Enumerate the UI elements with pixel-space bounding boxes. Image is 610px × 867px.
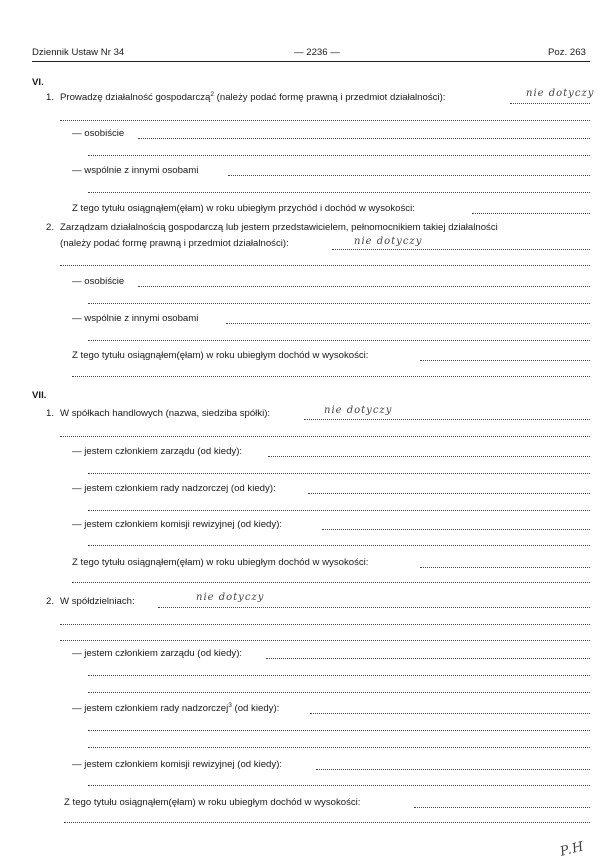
- vi-2-jointly-line[interactable]: [226, 323, 590, 324]
- vii-2-answer-line[interactable]: [158, 607, 590, 608]
- vii-2-board: — jestem członkiem zarządu (od kiedy):: [72, 648, 243, 659]
- vi-2-text-line2: (należy podać formę prawną i przedmiot działalności):: [60, 238, 289, 249]
- vi-2-personally: — osobiście: [72, 276, 125, 287]
- vii-2-answer-line-3[interactable]: [60, 640, 590, 641]
- vii-2-income-line-2[interactable]: [64, 822, 590, 823]
- vi-1-personally: — osobiście: [72, 128, 125, 139]
- vi-2-personally-line[interactable]: [138, 286, 590, 287]
- vii-2-handwritten: nie dotyczy: [196, 592, 265, 603]
- vi-1-answer-line-2[interactable]: [60, 120, 590, 121]
- vii-1-income-line[interactable]: [420, 567, 590, 568]
- vi-2-income-line-2[interactable]: [72, 376, 590, 377]
- vii-2-board-line[interactable]: [266, 658, 590, 659]
- vii-1-answer-line[interactable]: [304, 419, 590, 420]
- vi-2-answer-line-2[interactable]: [60, 265, 590, 266]
- handwritten-initials: P.H: [558, 839, 587, 860]
- vi-2-personally-line-2[interactable]: [88, 303, 590, 304]
- page-number: — 2236 —: [294, 47, 340, 58]
- vi-2-income: Z tego tytułu osiągnąłem(ęłam) w roku ubiegłym dochód w wysokości:: [72, 350, 369, 361]
- vii-2-board-line-2[interactable]: [88, 675, 590, 676]
- vii-1-board-line[interactable]: [268, 456, 590, 457]
- vii-2-supervisory: — jestem członkiem rady nadzorczej$^3$ (od kiedy):: [72, 701, 280, 714]
- vii-1-audit-line[interactable]: [322, 529, 590, 530]
- vi-1-income-line[interactable]: [472, 213, 590, 214]
- vii-1-supervisory-line-2[interactable]: [88, 510, 590, 511]
- vii-1-handwritten: nie dotyczy: [324, 405, 393, 416]
- vi-2-answer-line[interactable]: [332, 249, 590, 250]
- position-number: Poz. 263: [548, 47, 586, 58]
- vi-2-text-line1: Zarządzam działalnością gospodarczą lub jestem przedstawicielem, pełnomocnikiem takiej działalności: [60, 222, 498, 233]
- vi-1-jointly: — wspólnie z innymi osobami: [72, 165, 199, 176]
- vii-2-supervisory-line[interactable]: [310, 713, 590, 714]
- vii-2-supervisory-line-2[interactable]: [88, 730, 590, 731]
- vii-1-text: W spółkach handlowych (nazwa, siedziba spółki):: [60, 408, 271, 419]
- vi-1-jointly-line[interactable]: [228, 175, 590, 176]
- vi-2-jointly: — wspólnie z innymi osobami: [72, 313, 199, 324]
- vii-2-supervisory-line-3[interactable]: [88, 747, 590, 748]
- vii-2-audit-line-2[interactable]: [88, 785, 590, 786]
- vii-1-income-line-2[interactable]: [72, 582, 590, 583]
- vii-2-text: W spółdzielniach:: [60, 596, 135, 607]
- vi-2-income-line[interactable]: [420, 360, 590, 361]
- vi-1-personally-line[interactable]: [138, 138, 590, 139]
- vii-2-number: 2.: [46, 596, 55, 607]
- vi-1-income: Z tego tytułu osiągnąłem(ęłam) w roku ubiegłym przychód i dochód w wysokości:: [72, 203, 415, 214]
- vii-2-audit: — jestem członkiem komisji rewizyjnej (od kiedy):: [72, 759, 283, 770]
- vii-1-answer-line-2[interactable]: [60, 436, 590, 437]
- vii-1-income: Z tego tytułu osiągnąłem(ęłam) w roku ubiegłym dochód w wysokości:: [72, 557, 369, 568]
- vi-1-text: Prowadzę działalność gospodarczą$^2$ (należy podać formę prawną i przedmiot działalności):: [60, 90, 446, 103]
- vi-2-number: 2.: [46, 222, 55, 233]
- section-vi-title: VI.: [32, 77, 44, 88]
- vii-1-supervisory-line[interactable]: [308, 493, 590, 494]
- vii-2-income-line[interactable]: [414, 807, 590, 808]
- vii-1-supervisory: — jestem członkiem rady nadzorczej (od kiedy):: [72, 483, 276, 494]
- section-vii-title: VII.: [32, 390, 47, 401]
- vi-1-personally-line-2[interactable]: [88, 155, 590, 156]
- vi-1-jointly-line-2[interactable]: [88, 192, 590, 193]
- vii-2-income: Z tego tytułu osiągnąłem(ęłam) w roku ubiegłym dochód w wysokości:: [64, 797, 361, 808]
- vii-2-board-line-3[interactable]: [88, 692, 590, 693]
- vi-1-handwritten: nie dotyczy: [526, 88, 595, 99]
- vii-2-audit-line[interactable]: [316, 769, 590, 770]
- vii-1-board: — jestem członkiem zarządu (od kiedy):: [72, 446, 243, 457]
- vii-2-answer-line-2[interactable]: [60, 624, 590, 625]
- vii-1-audit-line-2[interactable]: [88, 545, 590, 546]
- vi-1-number: 1.: [46, 92, 55, 103]
- vii-1-number: 1.: [46, 408, 55, 419]
- vi-2-handwritten: nie dotyczy: [354, 236, 423, 247]
- vii-1-board-line-2[interactable]: [88, 473, 590, 474]
- journal-name: Dziennik Ustaw Nr 34: [32, 47, 125, 58]
- vii-1-audit: — jestem członkiem komisji rewizyjnej (od kiedy):: [72, 519, 283, 530]
- vi-1-answer-line[interactable]: [510, 103, 590, 104]
- header-rule: [32, 61, 590, 62]
- vi-2-jointly-line-2[interactable]: [88, 340, 590, 341]
